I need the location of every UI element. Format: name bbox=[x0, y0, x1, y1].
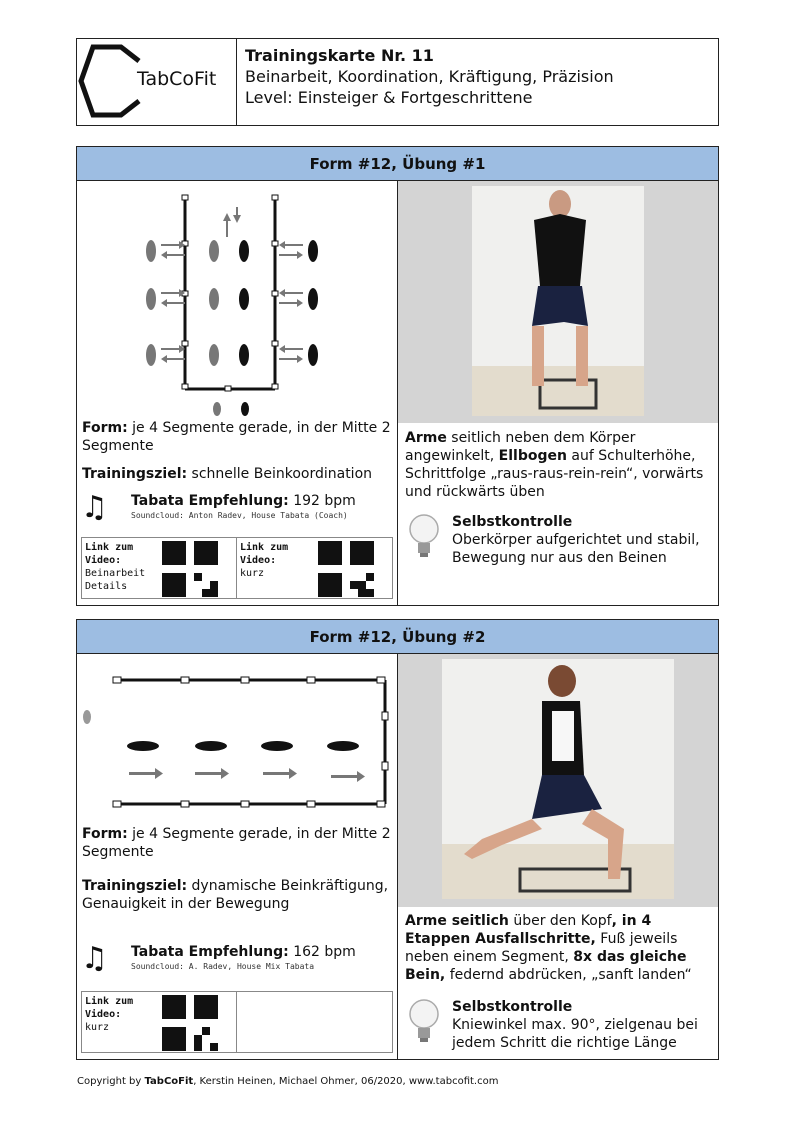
self-check-text: Kniewinkel max. 90°, zielgenau bei jedem Schritt die richtige Länge bbox=[452, 1017, 698, 1051]
music-note-icon: ♫ bbox=[81, 941, 108, 976]
video-link-1[interactable]: Link zum Video: kurz bbox=[82, 992, 237, 1052]
card-subtitle: Beinarbeit, Koordination, Kräftigung, Präzision bbox=[245, 67, 614, 86]
video-link-2[interactable]: Link zum Video: kurz bbox=[237, 538, 392, 598]
exercise-photo-area bbox=[398, 654, 718, 907]
video-link-1[interactable]: Link zum Video: Beinarbeit Details bbox=[82, 538, 237, 598]
video-links bbox=[81, 537, 393, 599]
light-bulb-icon bbox=[406, 513, 452, 567]
footwork-diagram bbox=[77, 654, 398, 844]
footprint-icon bbox=[127, 741, 359, 751]
self-check-text: Oberkörper aufgerichtet und stabil, Bewegung nur aus den Beinen bbox=[452, 532, 700, 566]
music-note-icon: ♫ bbox=[81, 490, 108, 525]
video-link-empty bbox=[237, 992, 392, 1052]
exercise-card-2 bbox=[76, 619, 719, 1060]
video-links bbox=[81, 991, 393, 1053]
light-bulb-icon bbox=[406, 998, 452, 1052]
qr-code-icon[interactable] bbox=[162, 995, 218, 1051]
form-description: Form: je 4 Segmente gerade, in der Mitte 2 Segmente bbox=[82, 826, 391, 860]
logo-text: TabCoFit bbox=[137, 68, 217, 90]
card-level: Level: Einsteiger & Fortgeschrittene bbox=[245, 88, 533, 107]
exercise-photo bbox=[472, 186, 644, 416]
card-header-block bbox=[76, 38, 719, 126]
self-check-title: Selbstkontrolle bbox=[452, 514, 573, 530]
self-check bbox=[406, 998, 712, 1052]
training-goal: Trainingsziel: schnelle Beinkoordination bbox=[82, 466, 373, 482]
exercise-photo-area bbox=[398, 181, 718, 423]
copyright-footer: Copyright by TabCoFit, Kerstin Heinen, Michael Ohmer, 06/2020, www.tabcofit.com bbox=[77, 1076, 499, 1087]
exercise-photo bbox=[442, 659, 674, 899]
arm-instructions: Arme seitlich neben dem Körper angewinkelt, Ellbogen auf Schulterhöhe, Schrittfolge „raus-raus-rein-rein“, vorwärts und rückwärts üben bbox=[405, 430, 704, 500]
footwork-diagram bbox=[77, 181, 398, 421]
tabata-recommendation: ♫ Tabata Empfehlung: 192 bpm Soundcloud: Anton Radev, House Tabata (Coach) bbox=[81, 490, 356, 525]
footprint-icon bbox=[83, 710, 91, 724]
soundcloud-credit: Soundcloud: A. Radev, House Mix Tabata bbox=[131, 962, 315, 971]
qr-code-icon[interactable] bbox=[162, 541, 218, 597]
qr-code-icon[interactable] bbox=[318, 541, 374, 597]
self-check bbox=[406, 513, 712, 567]
tabcofit-logo bbox=[77, 39, 237, 125]
card-title: Trainingskarte Nr. 11 bbox=[245, 46, 434, 65]
self-check-title: Selbstkontrolle bbox=[452, 999, 573, 1015]
arrow-icon bbox=[129, 768, 365, 782]
tabata-recommendation: ♫ Tabata Empfehlung: 162 bpm Soundcloud: A. Radev, House Mix Tabata bbox=[81, 941, 356, 976]
arm-instructions: Arme seitlich über den Kopf, in 4 Etappen Ausfallschritte, Fuß jeweils neben einem Segment, 8x das gleiche Bein, federnd abdrücken, „sanft landen“ bbox=[405, 913, 692, 983]
training-goal: Trainingsziel: dynamische Beinkräftigung, Genauigkeit in der Bewegung bbox=[82, 878, 389, 912]
exercise-heading: Form #12, Übung #2 bbox=[77, 620, 718, 654]
form-description: Form: je 4 Segmente gerade, in der Mitte 2 Segmente bbox=[82, 420, 391, 454]
exercise-heading: Form #12, Übung #1 bbox=[77, 147, 718, 181]
exercise-card-1 bbox=[76, 146, 719, 606]
soundcloud-credit: Soundcloud: Anton Radev, House Tabata (Coach) bbox=[131, 511, 348, 520]
